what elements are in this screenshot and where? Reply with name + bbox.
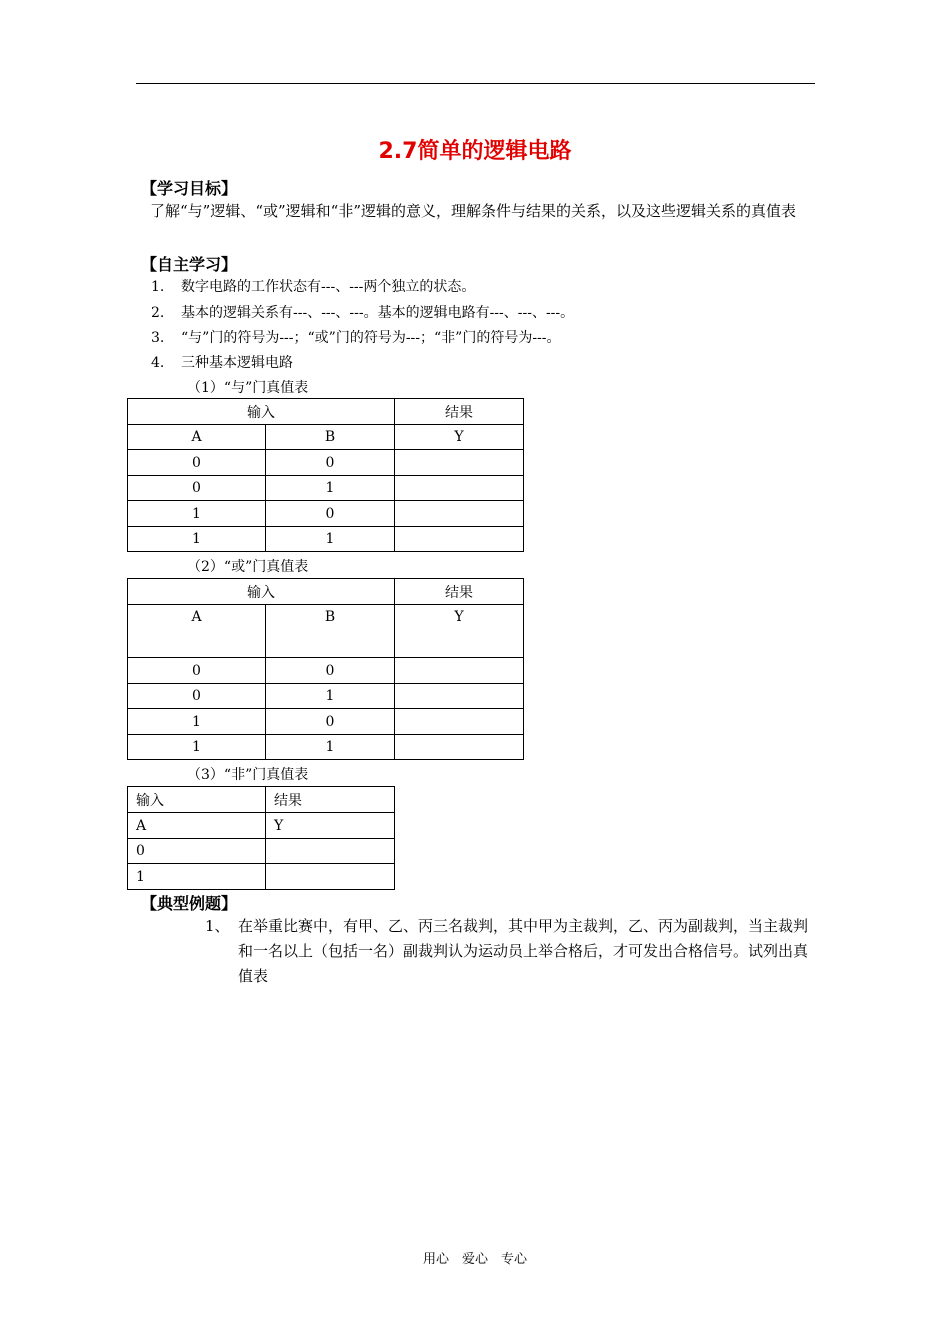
table-row [128,839,395,864]
self-study-heading: 【自主学习】 [141,255,238,274]
col-b: B [266,605,395,658]
header-result: 结果 [266,787,395,813]
page-footer: 用心 爱心 专心 [422,1252,527,1267]
item-text: 基本的逻辑关系有---、---、---。基本的逻辑电路有---、---、---。 [181,305,575,321]
list-item [151,276,475,296]
table-row [128,476,524,501]
col-a: A [128,813,266,839]
cell-b: 1 [266,735,395,760]
header-result: 结果 [395,399,524,425]
table-row [128,684,524,709]
cell-a: 0 [128,839,266,864]
cell-a: 0 [128,658,266,684]
and-truth-table [127,398,524,552]
cell-a: 0 [128,476,266,501]
cell-y [395,684,524,709]
table-row [128,709,524,735]
example-text: 在举重比赛中，有甲、乙、丙三名裁判，其中甲为主裁判，乙、丙为副裁判，当主裁判和一名以上（包括一名）副裁判认为运动员上举合格后，才可发出合格信号。试列出真值表 [238,917,809,985]
table-row [128,450,524,476]
examples-heading: 【典型例题】 [141,894,238,913]
cell-a: 0 [128,450,266,476]
item-text: 数字电路的工作状态有---、---两个独立的状态。 [181,279,476,295]
list-item [151,327,561,347]
item-text: “与”门的符号为---；“或”门的符号为---；“非”门的符号为---。 [181,330,561,346]
cell-a: 1 [128,501,266,527]
cell-a: 1 [128,709,266,735]
and-table-caption: （1）“与”门真值表 [187,380,309,396]
cell-a: 1 [128,527,266,552]
cell-y [266,839,395,864]
col-b: B [266,425,395,450]
page-title: 2.7简单的逻辑电路 [378,139,572,164]
cell-y [395,501,524,527]
list-item [151,302,574,322]
or-table-caption: （2）“或”门真值表 [187,559,309,575]
not-truth-table [127,786,395,890]
item-number: 2. [151,305,165,321]
cell-b: 0 [266,658,395,684]
cell-y [395,658,524,684]
not-table-caption: （3）“非”门真值表 [187,767,309,783]
cell-b: 0 [266,501,395,527]
col-a: A [128,605,266,658]
header-input: 输入 [128,579,395,605]
table-row [128,864,395,890]
cell-y [395,735,524,760]
col-y: Y [395,425,524,450]
col-a: A [128,425,266,450]
header-result: 结果 [395,579,524,605]
example-item [205,914,818,989]
cell-a: 1 [128,735,266,760]
col-y: Y [395,605,524,658]
header-input: 输入 [128,787,266,813]
cell-b: 1 [266,684,395,709]
cell-b: 0 [266,450,395,476]
cell-b: 0 [266,709,395,735]
item-number: 4. [151,355,165,371]
table-row [128,735,524,760]
table-row [128,658,524,684]
cell-y [266,864,395,890]
table-row [128,527,524,552]
cell-y [395,476,524,501]
table-row [128,501,524,527]
item-number: 3. [151,330,165,346]
cell-y [395,709,524,735]
item-text: 三种基本逻辑电路 [181,355,293,371]
goals-text: 了解“与”逻辑、“或”逻辑和“非”逻辑的意义，理解条件与结果的关系，以及这些逻辑关系的真值表 [150,202,797,220]
cell-y [395,527,524,552]
cell-b: 1 [266,476,395,501]
cell-a: 0 [128,684,266,709]
col-y: Y [266,813,395,839]
goals-heading: 【学习目标】 [141,179,238,198]
or-truth-table [127,578,524,760]
cell-b: 1 [266,527,395,552]
item-number: 1. [151,279,165,295]
header-input: 输入 [128,399,395,425]
cell-a: 1 [128,864,266,890]
list-item [151,352,293,372]
header-rule [136,83,815,84]
example-number: 1、 [205,917,230,935]
cell-y [395,450,524,476]
